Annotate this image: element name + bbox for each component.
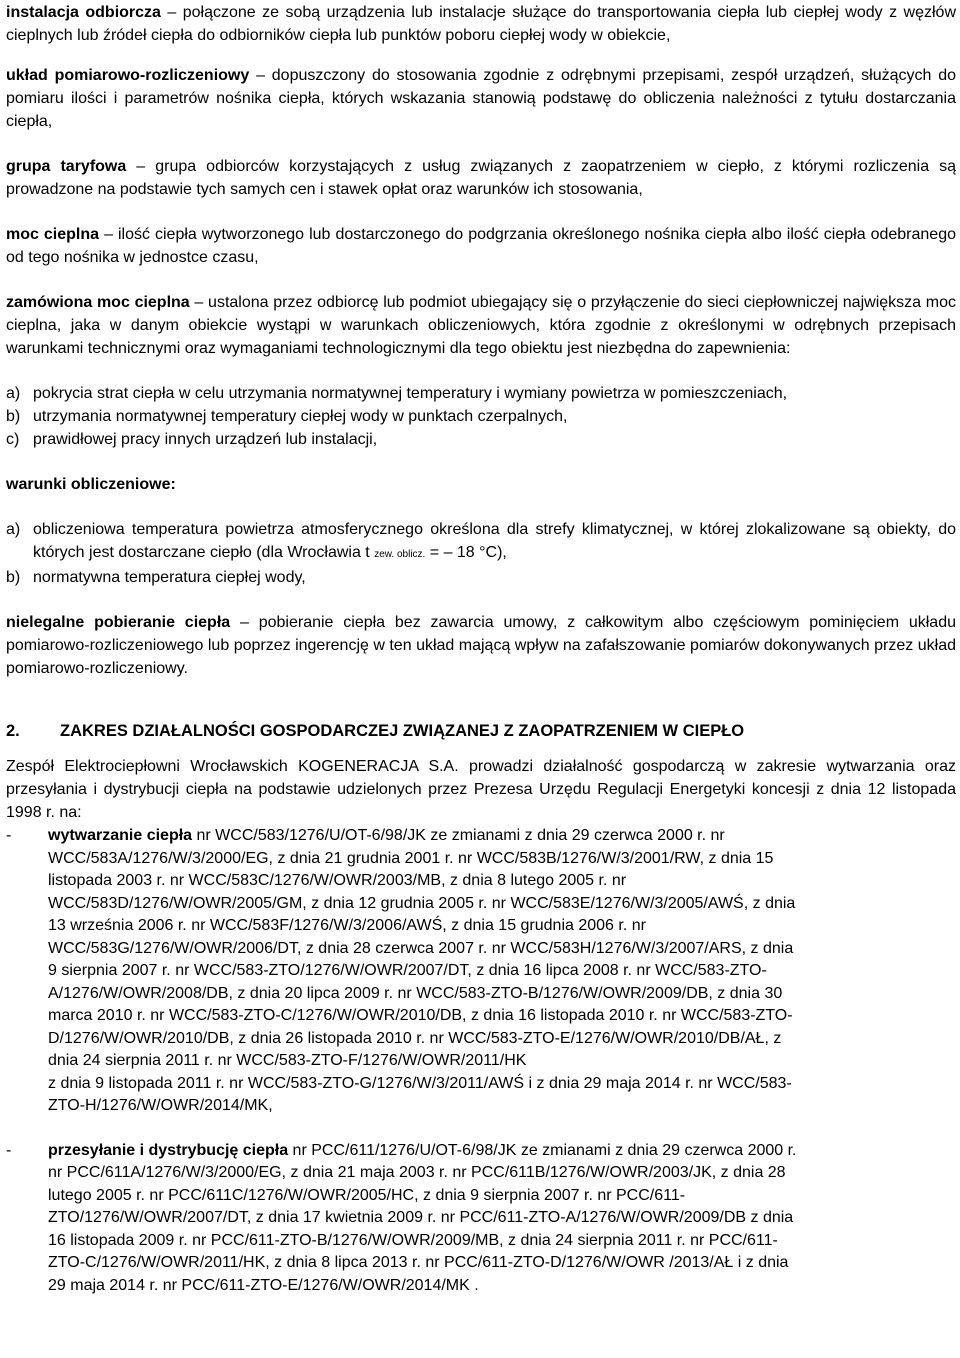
concession-line: listopada 2003 r. nr WCC/583C/1276/W/OWR/2003/MB, z dnia 8 lutego 2005 r. nr <box>48 872 627 889</box>
list-item <box>6 518 956 566</box>
concession-line: 16 listopada 2009 r. nr PCC/611-ZTO-B/1276/W/OWR/2009/MB, z dnia 24 sierpnia 2011 r. nr PCC/611- <box>48 1231 778 1249</box>
concession-line: marca 2010 r. nr WCC/583-ZTO-C/1276/W/OWR/2010/DB, z dnia 16 listopada 2010 r. nr WCC/583-ZTO- <box>48 1007 793 1024</box>
definition-moc-cieplna <box>6 223 956 269</box>
concession-term: wytwarzanie ciepła <box>48 827 193 844</box>
definition-dash: – <box>256 67 265 84</box>
definition-text: połączone ze sobą urządzenia lub instalacje służące do transportowania ciepła lub ciepłej wody z węzłów cieplnych lub źródeł ciepła do odbiorników ciepła lub punktów poboru ciepłej wody w obiekcie, <box>6 4 957 44</box>
dash-marker: - <box>6 1141 12 1159</box>
concession-text <box>48 825 956 1118</box>
definition-dash: – <box>167 4 177 21</box>
definition-text: grupa odbiorców korzystających z usług związanych z zaopatrzeniem w ciepło, z którymi rozliczenia są prowadzone na podstawie tych samych cen i stawek opłat oraz warunków ich stosowania, <box>6 158 957 198</box>
list-text: pokrycia strat ciepła w celu utrzymania normatywnej temperatury i wymiany powietrza w pomieszczeniach, <box>33 385 788 402</box>
concession-line: ZTO-C/1276/W/OWR/2011/HK, z dnia 8 lipca 2013 r. nr PCC/611-ZTO-D/1276/W/OWR /2013/AŁ i z dnia <box>48 1254 789 1271</box>
concession-line: D/1276/W/OWR/2010/DB, z dnia 26 listopada 2010 r. nr WCC/583-ZTO-E/1276/W/OWR/2010/DB/AŁ, z <box>48 1029 782 1047</box>
list-text: utrzymania normatywnej temperatury ciepłej wody w punktach czerpalnych, <box>33 408 568 425</box>
definition-term: nielegalne pobieranie ciepła <box>6 614 231 631</box>
list-item <box>6 566 956 589</box>
dash-marker: - <box>6 827 12 844</box>
concession-line: dnia 24 sierpnia 2011 r. nr WCC/583-ZTO-F/1276/W/OWR/2011/HK <box>48 1052 527 1069</box>
definition-dash: – <box>104 226 113 243</box>
definition-zamowiona-moc-cieplna <box>6 291 956 360</box>
definition-term: instalacja odbiorcza <box>6 4 161 21</box>
list-marker: a) <box>6 385 21 402</box>
definition-dash: – <box>239 614 249 631</box>
section-number: 2. <box>6 722 20 740</box>
definition-term: układ pomiarowo-rozliczeniowy <box>6 67 250 84</box>
concession-line: WCC/583G/1276/W/OWR/2006/DT, z dnia 28 czerwca 2007 r. nr WCC/583H/1276/W/3/2007/ARS, z dnia <box>48 939 794 957</box>
concession-item-wytwarzanie <box>6 825 956 1118</box>
concession-item-przesylanie <box>6 1140 956 1298</box>
concession-line: nr PCC/611/1276/U/OT-6/98/JK ze zmianami z dnia 29 czerwca 2000 r. <box>288 1141 797 1159</box>
definition-text: pobieranie ciepła bez zawarcia umowy, z całkowitym albo częściowym pominięciem układu pomiarowo-rozliczeniowego lub poprzez ingerencję w ten układ mającą wpływ na zafałszowanie pomiarów dokonywanych przez układ pomiarowo-rozliczeniowy. <box>6 614 956 677</box>
concession-line: ZTO/1276/W/OWR/2007/DT, z dnia 17 kwietnia 2009 r. nr PCC/611-ZTO-A/1276/W/OWR/2009/DB z dnia <box>48 1209 794 1226</box>
concession-line: 29 maja 2014 r. nr PCC/611-ZTO-E/1276/W/OWR/2014/MK . <box>48 1276 479 1294</box>
concession-line: ZTO-H/1276/W/OWR/2014/MK, <box>48 1097 273 1114</box>
definition-term: moc cieplna <box>6 226 100 243</box>
section-title: ZAKRES DZIAŁALNOŚCI GOSPODARCZEJ ZWIĄZANEJ Z ZAOPATRZENIEM W CIEPŁO <box>60 722 745 740</box>
definition-dash: – <box>136 158 146 175</box>
concession-line: nr WCC/583/1276/U/OT-6/98/JK ze zmianami z dnia 29 czerwca 2000 r. nr <box>192 827 725 844</box>
warunki-a-subscript: zew. oblicz. <box>374 549 426 560</box>
warunki-a-temperature: = – 18 °C), <box>425 544 507 561</box>
list-marker: c) <box>6 431 20 448</box>
concession-line: WCC/583D/1276/W/OWR/2005/GM, z dnia 12 grudnia 2005 r. nr WCC/583E/1276/W/3/2005/AWŚ, z dnia <box>48 894 796 912</box>
list-marker: a) <box>6 521 21 538</box>
definition-text: ilość ciepła wytworzonego lub dostarczonego do podgrzania określonego nośnika ciepła albo ilość ciepła odebranego od tego nośnika w jednostce czasu, <box>6 226 957 266</box>
concession-line: WCC/583A/1276/W/3/2000/EG, z dnia 21 grudnia 2001 r. nr WCC/583B/1276/W/3/2001/RW, z dnia 15 <box>48 849 774 867</box>
definition-grupa-taryfowa <box>6 155 956 201</box>
list-item <box>6 428 956 451</box>
list-text: normatywna temperatura ciepłej wody, <box>33 569 306 586</box>
concession-term: przesyłanie i dystrybucję ciepła <box>48 1141 289 1159</box>
section-intro: Zespół Elektrociepłowni Wrocławskich KOGENERACJA S.A. prowadzi działalność gospodarczą w zakresie wytwarzania oraz przesyłania i dystrybucji ciepła na podstawie udzielonych przez Prezesa Urzędu Regulacji Energetyki koncesji z dnia 12 listopada 1998 r. na: <box>6 758 956 821</box>
warunki-title: warunki obliczeniowe: <box>6 476 176 493</box>
concession-line: lutego 2005 r. nr PCC/611C/1276/W/OWR/2005/HC, z dnia 9 sierpnia 2007 r. nr PCC/611- <box>48 1186 686 1204</box>
list-marker: b) <box>6 569 21 586</box>
concession-line: nr PCC/611A/1276/W/3/2000/EG, z dnia 21 maja 2003 r. nr PCC/611B/1276/W/OWR/2003/JK, z dnia 28 <box>48 1164 786 1181</box>
definition-text: ustalona przez odbiorcę lub podmiot ubiegający się o przyłączenie do sieci ciepłowniczej największa moc cieplna, jaka w danym obiekcie wystąpi w warunkach obliczeniowych, która zgodnie z określonymi w odrębnych przepisach warunkami technicznymi oraz wymaganiami technologicznymi dla tego obiektu jest niezbędna do zapewnienia: <box>6 294 956 357</box>
concession-line: z dnia 9 listopada 2011 r. nr WCC/583-ZTO-G/1276/W/3/2011/AWŚ i z dnia 29 maja 2014 r. nr WCC/583- <box>48 1074 792 1092</box>
concession-line: 9 sierpnia 2007 r. nr WCC/583-ZTO/1276/W/OWR/2007/DT, z dnia 16 lipca 2008 r. nr WCC/583-ZTO- <box>48 962 767 979</box>
document-page <box>6 0 956 1297</box>
warunki-a-text: obliczeniowa temperatura powietrza atmosferycznego określona dla strefy klimatycznej, w której zlokalizowane są obiekty, do których jest dostarczane ciepło (dla Wrocławia t <box>33 521 956 561</box>
list-item <box>6 405 956 428</box>
list-marker: b) <box>6 408 21 425</box>
definition-uklad-pomiarowo-rozliczeniowy <box>6 64 956 133</box>
definition-dash: – <box>194 294 204 311</box>
definition-instalacja-odbiorcza <box>6 1 956 47</box>
concession-line: 13 września 2006 r. nr WCC/583F/1276/W/3/2006/AWŚ, z dnia 15 grudnia 2006 r. nr <box>48 917 646 934</box>
section-heading <box>6 720 956 743</box>
definition-term: zamówiona moc cieplna <box>6 294 190 311</box>
list-text <box>33 518 956 566</box>
definition-text: dopuszczony do stosowania zgodnie z odrębnymi przepisami, zespół urządzeń, służących do pomiaru ilości i parametrów nośnika ciepła, których wskazania stanowią podstawę do obliczenia należności z tytułu dostarczania ciepła, <box>6 67 956 130</box>
definition-nielegalne-pobieranie <box>6 611 956 680</box>
definition-term: grupa taryfowa <box>6 158 127 175</box>
concession-line: A/1276/W/OWR/2008/DB, z dnia 20 lipca 2009 r. nr WCC/583-ZTO-B/1276/W/OWR/2009/DB, z dnia 30 <box>48 984 783 1002</box>
list-item <box>6 382 956 405</box>
concession-text <box>48 1140 956 1298</box>
list-text: prawidłowej pracy innych urządzeń lub instalacji, <box>33 431 378 448</box>
